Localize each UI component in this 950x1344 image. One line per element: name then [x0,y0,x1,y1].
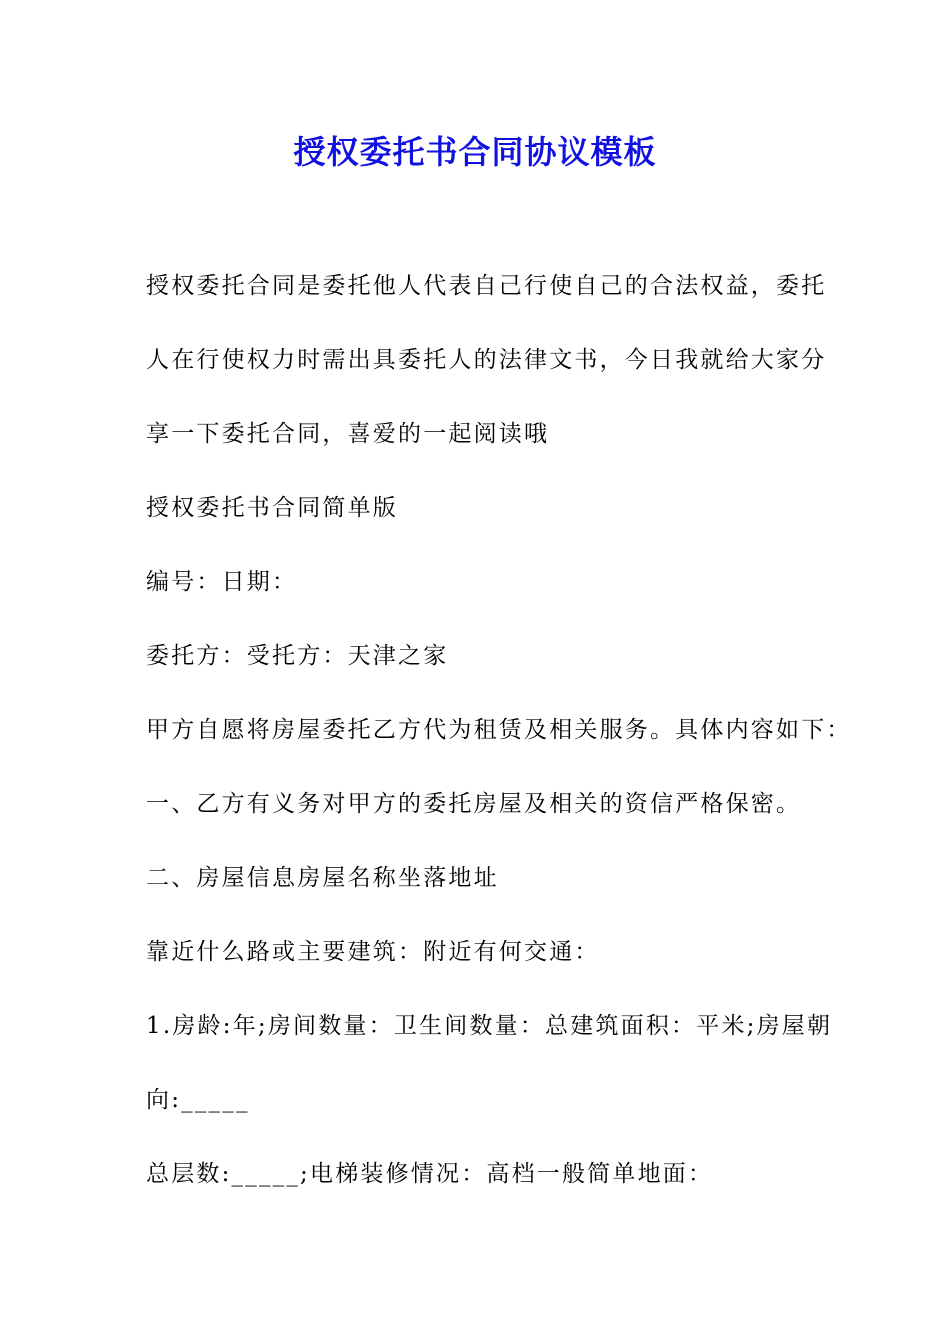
location-line: 靠近什么路或主要建筑：附近有何交通： [146,939,600,965]
parties-line: 委托方：受托方：天津之家 [146,643,449,669]
intro-line-2: 人在行使权力时需出具委托人的法律文书，今日我就给大家分 [146,347,827,373]
section-heading: 授权委托书合同简单版 [146,495,398,521]
number-date-line: 编号：日期： [146,569,298,595]
intro-line-3: 享一下委托合同，喜爱的一起阅读哦 [146,421,550,447]
clause-1: 一、乙方有义务对甲方的委托房屋及相关的资信严格保密。 [146,791,802,817]
intro-line-1: 授权委托合同是委托他人代表自己行使自己的合法权益，委托 [146,273,827,299]
property-details-line-1: 1.房龄:年;房间数量：卫生间数量：总建筑面积：平米;房屋朝 [146,1013,833,1039]
floors-elevator-line: 总层数:_____;电梯装修情况：高档一般简单地面： [146,1161,714,1187]
clause-2: 二、房屋信息房屋名称坐落地址 [146,865,499,891]
document-title: 授权委托书合同协议模板 [293,133,657,171]
agreement-statement: 甲方自愿将房屋委托乙方代为租赁及相关服务。具体内容如下： [146,717,852,743]
property-details-line-2: 向:_____ [146,1087,250,1113]
